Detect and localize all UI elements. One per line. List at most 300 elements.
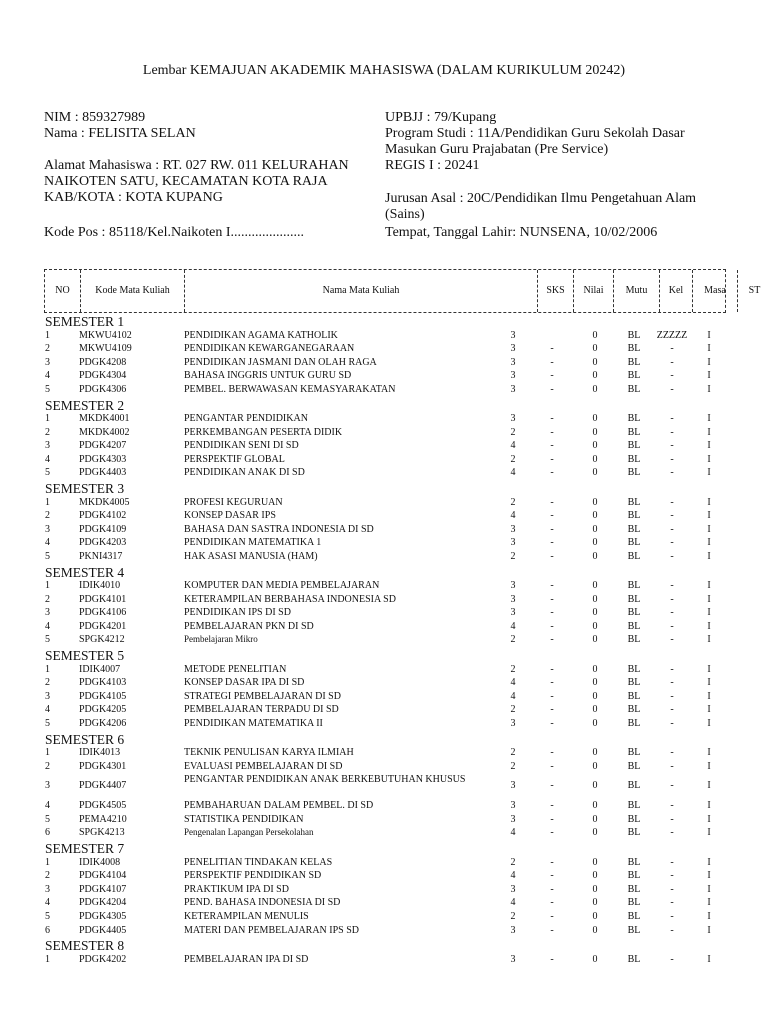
kel-cell: BL	[627, 780, 641, 792]
st-cell: I	[707, 827, 711, 839]
no-cell: 1	[45, 413, 50, 424]
mutu-cell: 0	[592, 924, 598, 936]
code-cell: IDIK4007	[79, 663, 121, 675]
no-cell: 5	[45, 910, 50, 922]
no-cell: 1	[45, 580, 50, 591]
st-cell: I	[707, 343, 711, 355]
kel-cell: BL	[627, 537, 641, 549]
nilai-cell: -	[550, 827, 554, 839]
st-cell: I	[707, 467, 711, 479]
name-cell: PEMBELAJARAN PKN DI SD	[184, 620, 314, 632]
masa-cell: -	[670, 677, 674, 689]
no-cell: 1	[45, 496, 50, 508]
header-nama: Nama Mata Kuliah	[185, 270, 538, 312]
st-cell: I	[707, 953, 711, 965]
name-cell: PENGANTAR PENDIDIKAN ANAK BERKEBUTUHAN KHUSUS	[184, 774, 466, 786]
masa-cell: -	[670, 704, 674, 716]
nilai-cell: -	[550, 870, 554, 882]
sks-cell: 4	[510, 897, 516, 909]
kel-cell: BL	[627, 607, 641, 619]
table-row	[0, 677, 768, 691]
nilai-cell: -	[550, 677, 554, 689]
table-row	[0, 524, 768, 538]
masa-cell: ZZZZZ	[656, 329, 688, 341]
table-row	[0, 343, 768, 357]
kel-cell: BL	[627, 910, 641, 922]
sks-cell: 4	[510, 870, 516, 882]
kel-cell: BL	[627, 440, 641, 452]
table-row	[0, 427, 768, 441]
masa-cell: -	[670, 813, 674, 825]
kel-cell: BL	[627, 343, 641, 355]
sks-cell: 3	[510, 924, 516, 936]
masa-cell: -	[670, 496, 674, 508]
table-row	[0, 594, 768, 608]
mutu-cell: 0	[592, 453, 598, 465]
code-cell: PDGK4203	[79, 537, 127, 549]
sks-cell: 4	[510, 690, 516, 702]
name-cell: PEMBEL. BERWAWASAN KEMASYARAKATAN	[184, 383, 396, 395]
semester-label: SEMESTER 7	[45, 841, 125, 856]
masa-cell: -	[670, 800, 674, 812]
nilai-cell: -	[550, 550, 554, 562]
name-cell: TEKNIK PENULISAN KARYA ILMIAH	[184, 747, 354, 758]
nilai-cell: -	[550, 924, 554, 936]
masa-cell: -	[670, 910, 674, 922]
name-cell: METODE PENELITIAN	[184, 663, 287, 675]
kel-cell: BL	[627, 580, 641, 591]
jurusan-asal-field: Jurusan Asal : 20C/Pendidikan Ilmu Pengetahuan Alam (Sains)	[385, 191, 697, 222]
st-cell: I	[707, 426, 711, 438]
no-cell: 3	[45, 883, 50, 895]
st-cell: I	[707, 780, 711, 792]
sks-cell: 3	[510, 593, 516, 605]
table-row	[0, 884, 768, 898]
name-cell: PEND. BAHASA INDONESIA DI SD	[184, 897, 341, 909]
nilai-cell: -	[550, 496, 554, 508]
sks-cell: 3	[510, 607, 516, 619]
mutu-cell: 0	[592, 883, 598, 895]
sks-cell: 3	[510, 537, 516, 549]
masa-cell: -	[670, 467, 674, 479]
sks-cell: 3	[510, 883, 516, 895]
mutu-cell: 0	[592, 634, 598, 646]
name-cell: PENELITIAN TINDAKAN KELAS	[184, 856, 333, 868]
mutu-cell: 0	[592, 677, 598, 689]
masa-cell: -	[670, 383, 674, 395]
code-cell: PDGK4305	[79, 910, 127, 922]
sks-cell: 2	[510, 910, 516, 922]
table-row	[0, 664, 768, 678]
masa-cell: -	[670, 440, 674, 452]
mutu-cell: 0	[592, 897, 598, 909]
mutu-cell: 0	[592, 440, 598, 452]
table-row	[0, 870, 768, 884]
masa-cell: -	[670, 370, 674, 382]
sks-cell: 3	[510, 580, 516, 591]
sks-cell: 3	[510, 953, 516, 965]
kel-cell: BL	[627, 760, 641, 772]
table-row	[0, 691, 768, 705]
code-cell: PDGK4109	[79, 523, 127, 535]
nilai-cell: -	[550, 413, 554, 424]
name-cell: PERSPEKTIF PENDIDIKAN SD	[184, 870, 322, 882]
st-cell: I	[707, 440, 711, 452]
st-cell: I	[707, 496, 711, 508]
kel-cell: BL	[627, 496, 641, 508]
st-cell: I	[707, 580, 711, 591]
nilai-cell: -	[550, 370, 554, 382]
code-cell: MKWU4109	[79, 343, 132, 355]
st-cell: I	[707, 677, 711, 689]
nilai-cell: -	[550, 343, 554, 355]
no-cell: 5	[45, 813, 50, 825]
mutu-cell: 0	[592, 870, 598, 882]
st-cell: I	[707, 413, 711, 424]
code-cell: PDGK4106	[79, 607, 127, 619]
mutu-cell: 0	[592, 607, 598, 619]
masa-cell: -	[670, 663, 674, 675]
alamat-field: Alamat Mahasiswa : RT. 027 RW. 011 KELURAHAN NAIKOTEN SATU, KECAMATAN KOTA RAJA KAB/KOTA : KOTA KUPANG	[44, 158, 349, 205]
nilai-cell: -	[550, 467, 554, 479]
kel-cell: BL	[627, 634, 641, 646]
masa-cell: -	[670, 620, 674, 632]
no-cell: 2	[45, 343, 50, 355]
table-header	[44, 269, 761, 313]
table-row	[0, 897, 768, 911]
nilai-cell: -	[550, 780, 554, 792]
st-cell: I	[707, 620, 711, 632]
mutu-cell: 0	[592, 827, 598, 839]
semester-label: SEMESTER 3	[45, 481, 125, 496]
no-cell: 3	[45, 780, 50, 792]
name-cell: EVALUASI PEMBELAJARAN DI SD	[184, 760, 343, 772]
sks-cell: 3	[510, 813, 516, 825]
code-cell: PKNI4317	[79, 550, 123, 562]
table-row	[0, 440, 768, 454]
table-row	[0, 857, 768, 871]
no-cell: 1	[45, 663, 50, 675]
header-no: NO	[45, 270, 81, 312]
kel-cell: BL	[627, 717, 641, 729]
kel-cell: BL	[627, 883, 641, 895]
nilai-cell: -	[550, 580, 554, 591]
table-row	[0, 384, 768, 398]
name-cell: KOMPUTER DAN MEDIA PEMBELAJARAN	[184, 580, 380, 591]
st-cell: I	[707, 329, 711, 341]
kel-cell: BL	[627, 690, 641, 702]
name-cell: PERSPEKTIF GLOBAL	[184, 453, 285, 465]
st-cell: I	[707, 663, 711, 675]
kel-cell: BL	[627, 870, 641, 882]
name-cell: PENGANTAR PENDIDIKAN	[184, 413, 308, 424]
masa-cell: -	[670, 356, 674, 368]
masa-cell: -	[670, 747, 674, 758]
sks-cell: 2	[510, 634, 516, 646]
sks-cell: 4	[510, 467, 516, 479]
code-cell: PDGK4304	[79, 370, 127, 382]
table-row	[0, 747, 768, 761]
code-cell: PDGK4407	[79, 780, 127, 792]
st-cell: I	[707, 593, 711, 605]
code-cell: PDGK4303	[79, 453, 127, 465]
no-cell: 5	[45, 550, 50, 562]
no-cell: 2	[45, 510, 50, 522]
st-cell: I	[707, 704, 711, 716]
masa-cell: -	[670, 607, 674, 619]
program-studi-field: Program Studi : 11A/Pendidikan Guru Sekolah Dasar Masukan Guru Prajabatan (Pre Service)	[385, 126, 685, 157]
table-row	[0, 800, 768, 814]
table-row	[0, 537, 768, 551]
header-nilai: Nilai	[574, 270, 614, 312]
nilai-cell: -	[550, 910, 554, 922]
semester-label: SEMESTER 4	[45, 564, 125, 580]
table-row	[0, 621, 768, 635]
table-row	[0, 551, 768, 565]
name-cell: PENDIDIKAN AGAMA KATHOLIK	[184, 329, 338, 341]
st-cell: I	[707, 897, 711, 909]
upbjj-field: UPBJJ : 79/Kupang	[385, 110, 497, 125]
kel-cell: BL	[627, 663, 641, 675]
name-cell: PEMBELAJARAN TERPADU DI SD	[184, 704, 339, 716]
table-row	[0, 827, 768, 841]
sks-cell: 4	[510, 620, 516, 632]
st-cell: I	[707, 910, 711, 922]
table-row	[0, 774, 768, 800]
no-cell: 1	[45, 856, 50, 868]
table-row	[0, 357, 768, 371]
nilai-cell: -	[550, 426, 554, 438]
name-cell: Pengenalan Lapangan Persekolahan	[184, 827, 314, 838]
sks-cell: 4	[510, 440, 516, 452]
header-sks: SKS	[538, 270, 574, 312]
masa-cell: -	[670, 827, 674, 839]
st-cell: I	[707, 690, 711, 702]
masa-cell: -	[670, 897, 674, 909]
masa-cell: -	[670, 883, 674, 895]
sks-cell: 3	[510, 800, 516, 812]
table-row	[0, 413, 768, 427]
st-cell: I	[707, 870, 711, 882]
st-cell: I	[707, 370, 711, 382]
sks-cell: 3	[510, 356, 516, 368]
table-row	[0, 454, 768, 468]
kel-cell: BL	[627, 413, 641, 424]
no-cell: 5	[45, 634, 50, 646]
header-kel: Kel	[660, 270, 693, 312]
sks-cell: 3	[510, 370, 516, 382]
masa-cell: -	[670, 760, 674, 772]
kel-cell: BL	[627, 620, 641, 632]
sks-cell: 3	[510, 523, 516, 535]
no-cell: 1	[45, 747, 50, 758]
name-cell: PENDIDIKAN JASMANI DAN OLAH RAGA	[184, 356, 377, 368]
header-kode: Kode Mata Kuliah	[81, 270, 185, 312]
mutu-cell: 0	[592, 370, 598, 382]
kel-cell: BL	[627, 953, 641, 965]
sks-cell: 2	[510, 704, 516, 716]
header-mutu: Mutu	[614, 270, 660, 312]
semester-label: SEMESTER 5	[45, 648, 125, 663]
table-row	[0, 580, 768, 594]
table-row	[0, 718, 768, 732]
st-cell: I	[707, 550, 711, 562]
nilai-cell: -	[550, 634, 554, 646]
ttl-field: Tempat, Tanggal Lahir: NUNSENA, 10/02/2006	[385, 225, 658, 240]
masa-cell: -	[670, 343, 674, 355]
code-cell: PDGK4107	[79, 883, 127, 895]
mutu-cell: 0	[592, 550, 598, 562]
nilai-cell: -	[550, 897, 554, 909]
st-cell: I	[707, 537, 711, 549]
table-row	[0, 510, 768, 524]
code-cell: PDGK4101	[79, 593, 127, 605]
kel-cell: BL	[627, 329, 641, 341]
masa-cell: -	[670, 717, 674, 729]
name-cell: KETERAMPILAN BERBAHASA INDONESIA SD	[184, 593, 396, 605]
code-cell: PDGK4105	[79, 690, 127, 702]
mutu-cell: 0	[592, 747, 598, 758]
mutu-cell: 0	[592, 329, 598, 341]
nilai-cell: -	[550, 663, 554, 675]
name-cell: Pembelajaran Mikro	[184, 634, 258, 645]
st-cell: I	[707, 383, 711, 395]
nilai-cell: -	[550, 717, 554, 729]
mutu-cell: 0	[592, 356, 598, 368]
code-cell: IDIK4008	[79, 856, 121, 868]
masa-cell: -	[670, 870, 674, 882]
nilai-cell: -	[550, 383, 554, 395]
table-row	[0, 925, 768, 939]
code-cell: PDGK4104	[79, 870, 127, 882]
semester-label: SEMESTER 1	[45, 314, 125, 329]
mutu-cell: 0	[592, 496, 598, 508]
kel-cell: BL	[627, 704, 641, 716]
table-row	[0, 497, 768, 511]
sks-cell: 2	[510, 426, 516, 438]
mutu-cell: 0	[592, 910, 598, 922]
kode-pos-field: Kode Pos : 85118/Kel.Naikoten I.....................	[44, 225, 305, 240]
name-cell: BAHASA DAN SASTRA INDONESIA DI SD	[184, 523, 374, 535]
code-cell: IDIK4013	[79, 747, 121, 758]
st-cell: I	[707, 883, 711, 895]
code-cell: PDGK4205	[79, 704, 127, 716]
table-row	[0, 634, 768, 648]
code-cell: MKDK4001	[79, 413, 130, 424]
name-cell: KONSEP DASAR IPA DI SD	[184, 677, 305, 689]
masa-cell: -	[670, 856, 674, 868]
sks-cell: 2	[510, 496, 516, 508]
no-cell: 2	[45, 870, 50, 882]
mutu-cell: 0	[592, 800, 598, 812]
masa-cell: -	[670, 413, 674, 424]
table-row	[0, 467, 768, 481]
name-cell: PEMBAHARUAN DALAM PEMBEL. DI SD	[184, 800, 374, 812]
st-cell: I	[707, 510, 711, 522]
st-cell: I	[707, 607, 711, 619]
kel-cell: BL	[627, 383, 641, 395]
no-cell: 4	[45, 704, 50, 716]
mutu-cell: 0	[592, 510, 598, 522]
masa-cell: -	[670, 593, 674, 605]
nilai-cell: -	[550, 593, 554, 605]
name-cell: PENDIDIKAN MATEMATIKA II	[184, 717, 323, 729]
code-cell: PDGK4102	[79, 510, 127, 522]
mutu-cell: 0	[592, 580, 598, 591]
no-cell: 3	[45, 690, 50, 702]
st-cell: I	[707, 717, 711, 729]
kel-cell: BL	[627, 800, 641, 812]
kel-cell: BL	[627, 677, 641, 689]
regis-field: REGIS I : 20241	[385, 158, 480, 173]
code-cell: PDGK4403	[79, 467, 127, 479]
mutu-cell: 0	[592, 856, 598, 868]
name-cell: KONSEP DASAR IPS	[184, 510, 276, 522]
no-cell: 2	[45, 760, 50, 772]
st-cell: I	[707, 800, 711, 812]
sks-cell: 3	[510, 383, 516, 395]
name-cell: MATERI DAN PEMBELAJARAN IPS SD	[184, 924, 360, 936]
no-cell: 3	[45, 356, 50, 368]
mutu-cell: 0	[592, 523, 598, 535]
no-cell: 4	[45, 453, 50, 465]
mutu-cell: 0	[592, 413, 598, 424]
sks-cell: 3	[510, 329, 516, 341]
name-cell: BAHASA INGGRIS UNTUK GURU SD	[184, 370, 352, 382]
name-cell: STRATEGI PEMBELAJARAN DI SD	[184, 690, 341, 702]
name-cell: HAK ASASI MANUSIA (HAM)	[184, 550, 318, 562]
masa-cell: -	[670, 426, 674, 438]
header-masa: Masa	[693, 270, 738, 312]
mutu-cell: 0	[592, 717, 598, 729]
mutu-cell: 0	[592, 704, 598, 716]
nilai-cell: -	[550, 813, 554, 825]
no-cell: 3	[45, 523, 50, 535]
table-row	[0, 330, 768, 344]
code-cell: PEMA4210	[79, 813, 127, 825]
kel-cell: BL	[627, 813, 641, 825]
mutu-cell: 0	[592, 426, 598, 438]
st-cell: I	[707, 453, 711, 465]
masa-cell: -	[670, 780, 674, 792]
masa-cell: -	[670, 537, 674, 549]
masa-cell: -	[670, 523, 674, 535]
st-cell: I	[707, 856, 711, 868]
no-cell: 4	[45, 800, 50, 812]
st-cell: I	[707, 924, 711, 936]
name-cell: PERKEMBANGAN PESERTA DIDIK	[184, 426, 343, 438]
st-cell: I	[707, 523, 711, 535]
code-cell: MKDK4002	[79, 426, 130, 438]
code-cell: PDGK4201	[79, 620, 127, 632]
nilai-cell: -	[550, 607, 554, 619]
no-cell: 2	[45, 426, 50, 438]
mutu-cell: 0	[592, 620, 598, 632]
code-cell: PDGK4405	[79, 924, 127, 936]
sks-cell: 3	[510, 717, 516, 729]
name-cell: PROFESI KEGURUAN	[184, 496, 283, 508]
no-cell: 5	[45, 467, 50, 479]
mutu-cell: 0	[592, 953, 598, 965]
kel-cell: BL	[627, 550, 641, 562]
sks-cell: 2	[510, 856, 516, 868]
sks-cell: 2	[510, 550, 516, 562]
code-cell: PDGK4103	[79, 677, 127, 689]
page-title: Lembar KEMAJUAN AKADEMIK MAHASISWA (DALAM KURIKULUM 20242)	[142, 63, 626, 78]
table-row	[0, 761, 768, 775]
masa-cell: -	[670, 550, 674, 562]
sks-cell: 3	[510, 413, 516, 424]
